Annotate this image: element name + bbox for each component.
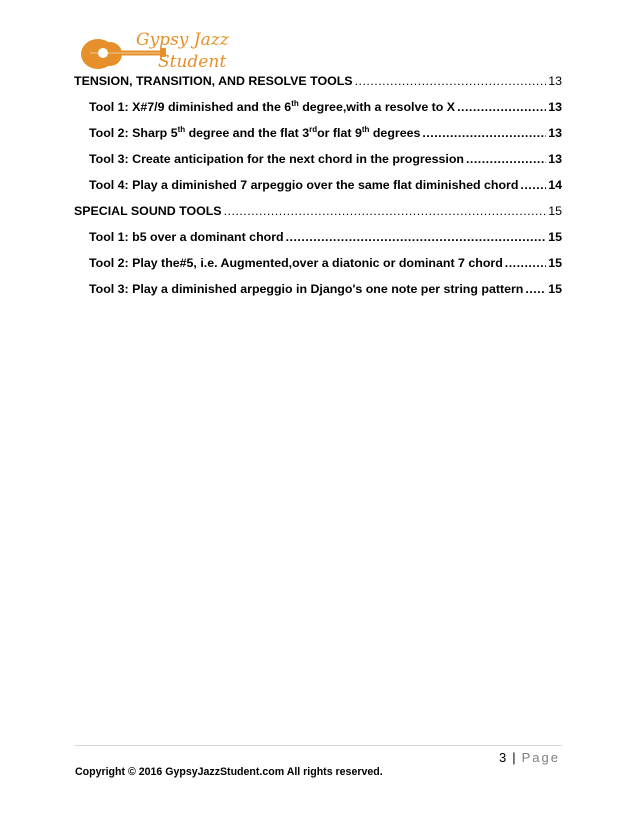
toc-entry-title: Tool 2: Sharp 5th degree and the flat 3rdor flat 9th degrees bbox=[89, 125, 421, 140]
dot-leader bbox=[224, 204, 547, 218]
toc-page-number: 15 bbox=[548, 256, 562, 270]
superscript: th bbox=[361, 125, 370, 134]
dot-leader bbox=[520, 178, 546, 192]
toc-entry-title: Tool 1: X#7/9 diminished and the 6th degree,with a resolve to X bbox=[89, 99, 456, 114]
toc-section-entry[interactable] bbox=[74, 74, 562, 100]
dot-leader bbox=[466, 152, 546, 166]
page-number-value: 3 bbox=[499, 750, 507, 765]
toc-page-number: 15 bbox=[548, 204, 562, 218]
dot-leader bbox=[422, 126, 546, 140]
page-number bbox=[499, 750, 560, 765]
toc-entry-title: TENSION, TRANSITION, AND RESOLVE TOOLS bbox=[74, 74, 353, 88]
toc-page-number: 15 bbox=[548, 282, 562, 296]
dot-leader bbox=[457, 100, 546, 114]
toc-page-number: 13 bbox=[548, 152, 562, 166]
toc-entry-title: Tool 2: Play the#5, i.e. Augmented,over a diatonic or dominant 7 chord bbox=[89, 256, 503, 270]
toc-entry-title: SPECIAL SOUND TOOLS bbox=[74, 204, 222, 218]
toc-page-number: 13 bbox=[548, 74, 562, 88]
toc-entry-title: Tool 1: b5 over a dominant chord bbox=[89, 230, 284, 244]
page-separator: | bbox=[512, 750, 516, 765]
superscript: th bbox=[177, 125, 186, 134]
copyright-text: Copyright © 2016 GypsyJazzStudent.com All rights reserved. bbox=[75, 766, 383, 778]
toc-entry-title: Tool 3: Play a diminished arpeggio in Django's one note per string pattern bbox=[89, 282, 524, 296]
toc-subentry[interactable] bbox=[74, 230, 562, 256]
dot-leader bbox=[525, 282, 546, 296]
toc-subentry[interactable] bbox=[74, 282, 562, 308]
dot-leader bbox=[505, 256, 546, 270]
logo-title: Gypsy Jazz bbox=[136, 30, 229, 50]
toc-section-entry[interactable] bbox=[74, 204, 562, 230]
toc-subentry[interactable] bbox=[74, 256, 562, 282]
dot-leader bbox=[286, 230, 547, 244]
superscript: rd bbox=[309, 125, 318, 134]
logo-subtitle: Student bbox=[158, 52, 227, 72]
toc-subentry[interactable] bbox=[74, 178, 562, 204]
table-of-contents bbox=[74, 74, 562, 308]
toc-subentry[interactable] bbox=[74, 126, 562, 152]
toc-page-number: 14 bbox=[548, 178, 562, 192]
toc-page-number: 13 bbox=[548, 126, 562, 140]
footer-divider bbox=[74, 745, 562, 746]
page-label: Page bbox=[521, 750, 560, 765]
toc-entry-title: Tool 3: Create anticipation for the next chord in the progression bbox=[89, 152, 464, 166]
toc-subentry[interactable] bbox=[74, 100, 562, 126]
toc-page-number: 13 bbox=[548, 100, 562, 114]
toc-entry-title: Tool 4: Play a diminished 7 arpeggio over the same flat diminished chord bbox=[89, 178, 519, 192]
superscript: th bbox=[291, 99, 299, 108]
dot-leader bbox=[355, 74, 547, 88]
toc-page-number: 15 bbox=[548, 230, 562, 244]
toc-subentry[interactable] bbox=[74, 152, 562, 178]
logo bbox=[76, 26, 246, 78]
